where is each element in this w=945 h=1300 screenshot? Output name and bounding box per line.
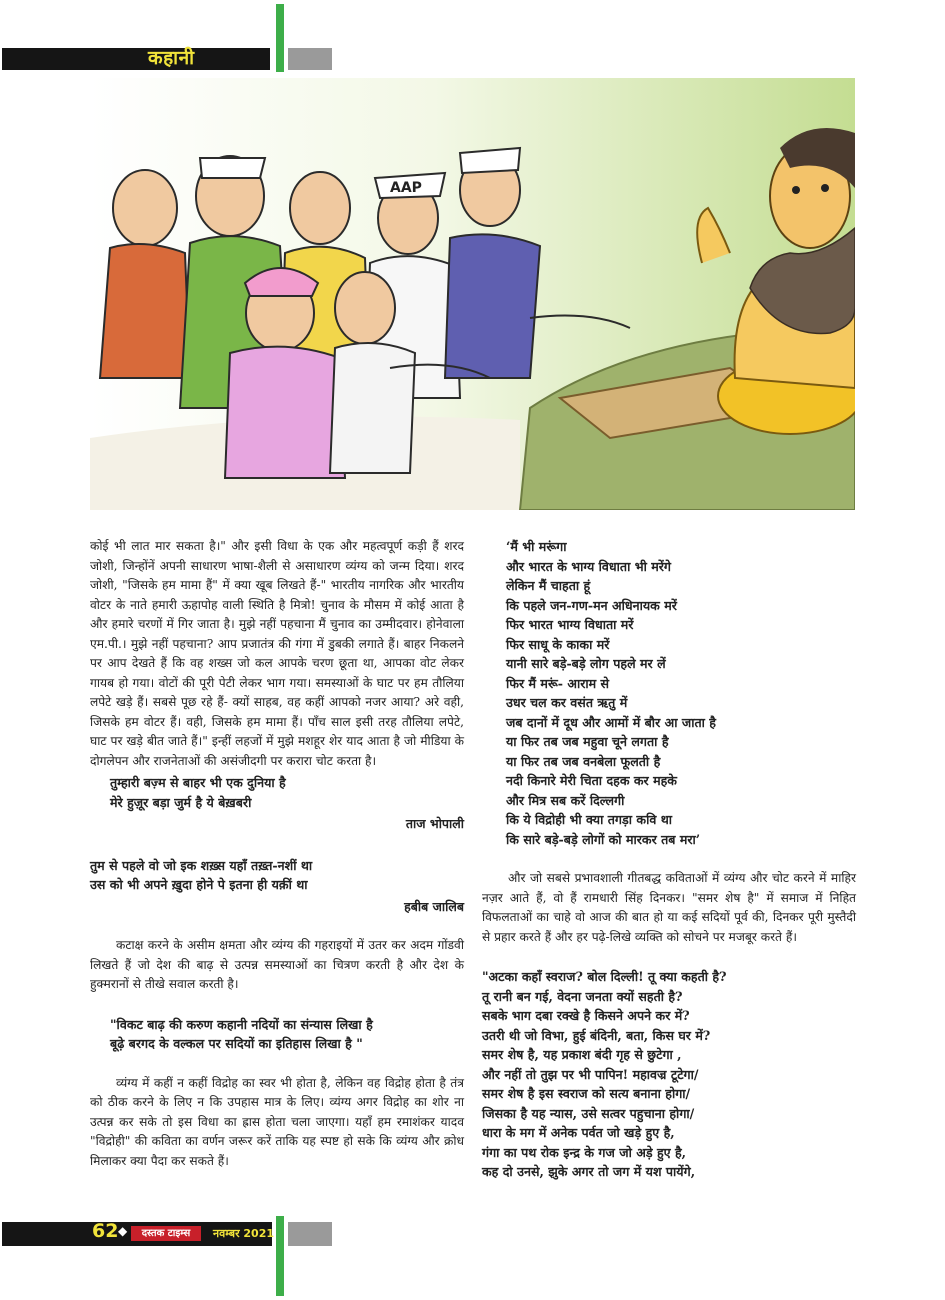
sher-block [90, 856, 464, 895]
poem-vidrohi [482, 537, 856, 849]
poem-line: कि ये विद्रोही भी क्या तगड़ा कवि था [506, 812, 673, 827]
gandhi-cap [200, 158, 265, 178]
poem-line: "अटका कहाँ स्वराज? बोल दिल्ली! तू क्या कहती है? [482, 969, 727, 984]
aap-cap-text: AAP [390, 180, 422, 196]
poet-name: ताज भोपाली [405, 816, 464, 831]
poem-line: फिर साधू के काका मरें [506, 636, 610, 652]
poem-line: कह दो उनसे, झुके अगर तो जग में यश पायेंगे, [482, 1164, 696, 1179]
poem-line: समर शेष है इस स्वराज को सत्य बनाना होगा/ [482, 1086, 691, 1101]
poet-name: हबीब जालिब [404, 898, 464, 914]
politician-body [225, 347, 345, 478]
politician-body [100, 244, 190, 378]
poem-line: और भारत के भाग्य विधाता भी मरेंगे [506, 558, 672, 574]
quote-line: "विकट बाढ़ की करुण कहानी नदियों का संन्यास लिखा है [110, 1016, 373, 1032]
sher-line: तुम से पहले वो जो इक शख़्स यहाँ तख़्त-नशीं था [90, 857, 313, 873]
quote-block [90, 1015, 464, 1054]
sher-line: तुम्हारी बज़्म से बाहर भी एक दुनिया है [110, 775, 286, 790]
article-paragraph: कटाक्ष करने के असीम क्षमता और व्यंग्य की गहराइयों में उतर कर अदम गोंडवी लिखते हैं जो देश की बाढ़ से उत्पन्न समस्याओं का चित्रण करती है और देश के हुक्मरानों से तीखे सवाल करती है। [90, 938, 464, 991]
magazine-logo: दस्तक टाइम्स [131, 1226, 201, 1241]
poem-line: या फिर तब जब महुवा चूने लगता है [506, 734, 669, 749]
poem-line: लेकिन मैं चाहता हूं [506, 578, 591, 593]
gandhi-cap [460, 148, 520, 173]
issue-date: नवम्बर 2021 [213, 1227, 275, 1240]
politician-head [113, 170, 177, 246]
diamond-icon: ◆ [118, 1224, 128, 1238]
poem-line: ‘मैं भी मरूंगा [506, 539, 567, 554]
sher-block [90, 773, 464, 812]
poem-line: नदी किनारे मेरी चिता दहक कर महके [506, 773, 677, 788]
quote-line: बूढ़े बरगद के वल्कल पर सदियों का इतिहास लिखा है " [110, 1036, 363, 1051]
section-header-bar [2, 48, 270, 70]
page-number: 62 [92, 1220, 119, 1242]
poem-line: जब दानों में दूध और आमों में बौर आ जाता है [506, 714, 716, 730]
poem-line: जिसका है यह न्यास, उसे सत्वर पहुचाना होगा/ [482, 1105, 695, 1121]
poem-line: तू रानी बन गई, वेदना जनता क्यों सहती है? [482, 988, 683, 1004]
poem-line: फिर भारत भाग्य विधाता मरें [506, 617, 634, 632]
cartoon-illustration [90, 78, 855, 510]
left-column [90, 537, 464, 1171]
yogi-eye [821, 184, 829, 192]
poem-line: उतरी थी जो विभा, हुई बंदिनी, बता, किस घर में? [482, 1027, 711, 1043]
sher-line: उस को भी अपने ख़ुदा होने पे इतना ही यक़ीं था [90, 877, 308, 892]
poem-line: उधर चल कर वसंत ऋतु में [506, 695, 628, 710]
poem-line: या फिर तब जब वनबेला फूलती है [506, 753, 661, 769]
poem-line: धारा के मग में अनेक पर्वत जो खड़े हुए है, [482, 1125, 675, 1140]
poem-samar-shesh [482, 967, 856, 1182]
right-column [482, 537, 856, 1182]
article-paragraph: व्यंग्य में कहीं न कहीं विद्रोह का स्वर भी होता है, लेकिन वह विद्रोह होता है तंत्र को ठीक करने के लिए न कि उपहास मात्र के लिए। व्यंग्य अगर विद्रोह का शोर ना उत्पन्न कर सके तो इस विधा का ह्रास होता चला जाएगा। यहाँ हम रमाशंकर यादव "विद्रोही" की कविता का वर्णन जरूर करें ताकि यह स्पष्ट हो सके कि व्यंग्य और क्रोध मिलाकर क्या पैदा कर सकते हैं। [90, 1075, 464, 1168]
section-header-accent [288, 48, 332, 70]
bottom-green-rule [276, 1216, 284, 1296]
politician-body [330, 343, 415, 473]
article-paragraph: कोई भी लात मार सकता है।" और इसी विधा के एक और महत्वपूर्ण कड़ी हैं शरद जोशी, जिन्होंनें अपनी साधारण भाषा-शैली से असाधारण व्यंग्य को जन्म दिया। शरद जोशी, "जिसके हम मामा हैं" में क्या खूब लिखते हैं-" भारतीय नागरिक और भारतीय वोटर के नाते हमारी ऊहापोह वाली स्थिति है मित्रो! चुनाव के मौसम में कोई आता है और हमारे चरणों में गिर जाता है। मुझे नहीं पहचाना मैं चुनाव का उम्मीदवार। होनेवाला एम.पी.। मुझे नहीं पहचाना? आप प्रजातंत्र की गंगा में डुबकी लगाते हैं। बाहर निकलने पर आप देखते हैं कि वह शख्स जो कल आपके चरण छूता था, आपका वोट लेकर गायब हो गया। वोटों की पूरी पेटी लेकर भाग गया। समस्याओं के घाट पर हम तौलिया लपेटे खड़े हैं। सबसे पूछ रहे हैं- क्यों साहब, वह कहीं आपको नजर आया? अरे वही, जिसके हम वोटर हैं। वही, जिसके हम मामा हैं। पाँच साल इसी तरह तौलिया लपेटे, घाट पर खड़े बीत जाते हैं।" इन्हीं लहजों में मुझे मशहूर शेर याद आता है जो मीडिया के दोगलेपन और राजनेताओं की असंजीदगी पर करारा चोट करता है। [90, 539, 464, 768]
section-title: कहानी [148, 47, 195, 69]
article-paragraph: और जो सबसे प्रभावशाली गीतबद्ध कविताओं में व्यंग्य और चोट करने में माहिर नज़र आते हैं, वो हैं रामधारी सिंह दिनकर। "समर शेष है" में समाज में निहित विफलताओं का चाहे वो आज की बात हो या कई सदियों पूर्व की, दिनकर पूरी मुस्तैदी से प्रहार करते हैं और हर पढ़े-लिखे व्यक्ति को सोचने पर मजबूर करते हैं। [482, 871, 856, 944]
yogi-eye [792, 186, 800, 194]
cartoon-svg [90, 78, 855, 510]
poem-line: कि पहले जन-गण-मन अधिनायक मरें [506, 597, 677, 613]
sher-line: मेरे हुज़ूर बड़ा जुर्म है ये बेख़बरी [110, 794, 252, 810]
poem-line: कि सारे बड़े-बड़े लोगों को मारकर तब मरा’ [506, 831, 701, 847]
poem-line: और मित्र सब करें दिल्लगी [506, 792, 625, 808]
poem-line: सबके भाग दबा रक्खे है किसने अपने कर में? [482, 1008, 690, 1023]
poem-line: फिर मैं मरूं- आराम से [506, 675, 610, 691]
politician-head [335, 272, 395, 344]
poem-line: समर शेष है, यह प्रकाश बंदी गृह से छुटेगा , [482, 1047, 682, 1062]
top-green-rule [276, 4, 284, 72]
poem-line: यानी सारे बड़े-बड़े लोग पहले मर लें [506, 656, 666, 671]
poem-line: गंगा का पथ रोक इन्द्र के गज जो अड़े हुए है, [482, 1144, 687, 1160]
footer-accent [288, 1222, 332, 1246]
politician-body [445, 234, 540, 378]
politician-head [290, 172, 350, 244]
poem-line: और नहीं तो तुझ पर भी पापिन! महावज्र टूटेगा/ [482, 1066, 699, 1082]
